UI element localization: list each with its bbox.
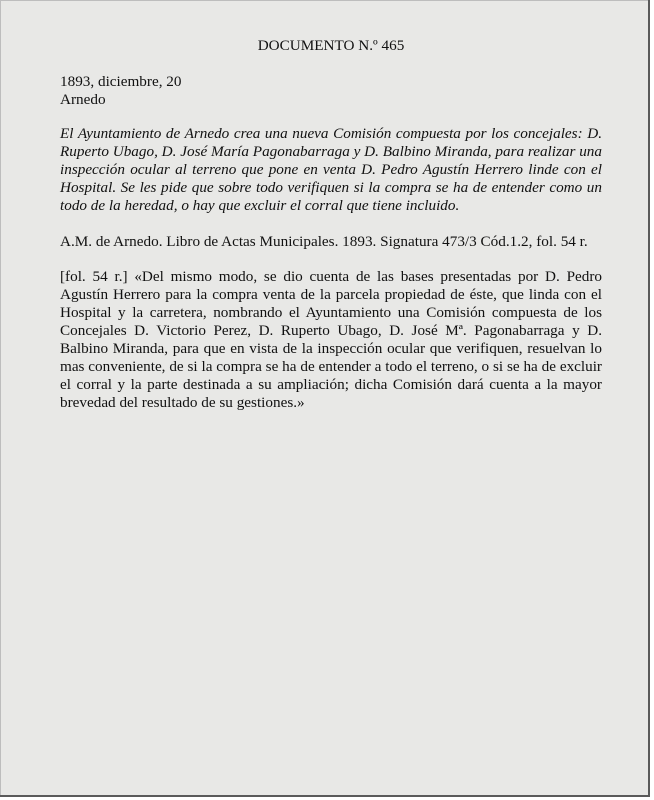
document-transcription: [fol. 54 r.] «Del mismo modo, se dio cuenta de las bases presentadas por D. Pedro Agustín Herrero para la compra venta de la parcela propiedad de éste, que linda con el Hospital y la carretera, nombrando el Ayuntamiento una Comisión compuesta de los Concejales D. Victorio Perez, D. Ruperto Ubago, D. José Mª. Pagonabarraga y D. Balbino Miranda, para que en vista de la inspección ocular que verifiquen, resuelvan lo mas conveniente, de si la compra se ha de entender a todo el terreno, o si se ha de excluir el corral y la parte destinada a su ampliación; dicha Comisión dará cuenta a la mayor brevedad del resultado de su gestiones.» (60, 268, 602, 411)
archival-source: A.M. de Arnedo. Libro de Actas Municipales. 1893. Signatura 473/3 Cód.1.2, fol. 54 r. (60, 233, 588, 250)
document-place: Arnedo (60, 91, 106, 108)
document-date: 1893, diciembre, 20 (60, 73, 182, 90)
document-title: DOCUMENTO N.º 465 (257, 37, 405, 54)
document-summary: El Ayuntamiento de Arnedo crea una nueva Comisión compuesta por los concejales: D. Ruperto Ubago, D. José María Pagonabarraga y D. Balbino Miranda, para realizar una inspección ocular al terreno que pone en venta D. Pedro Agustín Herrero linde con el Hospital. Se les pide que sobre todo verifiquen si la compra se ha de entender como un todo de la heredad, o hay que excluir el corral que tiene incluido. (60, 125, 602, 214)
